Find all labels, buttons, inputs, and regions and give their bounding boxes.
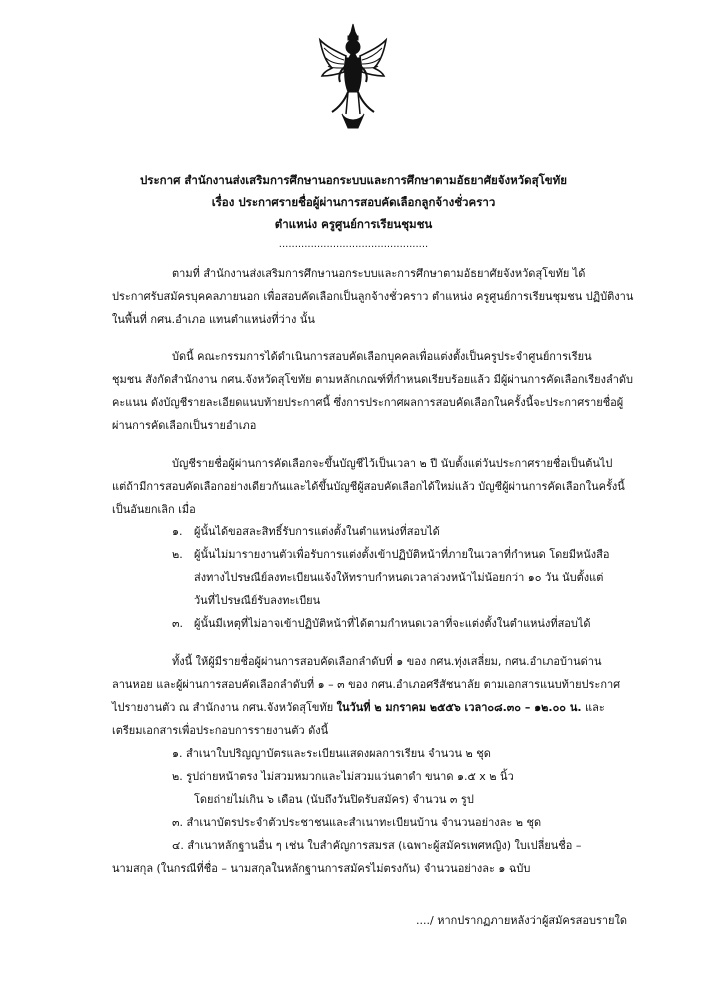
announcement-position: ตำแหน่ง ครูศูนย์การเรียนชุมชน	[274, 217, 433, 231]
continuation-note: ..../ หากปรากฏภายหลังว่าผู้สมัครสอบรายใด	[416, 914, 628, 927]
para2-line: ผ่านการคัดเลือกเป็นรายอำเภอ	[112, 419, 257, 432]
document-item: ๓. สำเนาบัตรประจำตัวประชาชนและสำเนาทะเบียนบ้าน จำนวนอย่างละ ๒ ชุด	[172, 816, 542, 829]
para4-line: เตรียมเอกสารเพื่อประกอบการรายงานตัว ดังนี้	[112, 724, 329, 737]
announcement-subject: เรื่อง ประกาศรายชื่อผู้ผ่านการสอบคัดเลือกลูกจ้างชั่วคราว	[211, 195, 496, 209]
para2-line: คะแนน ดังบัญชีรายละเอียดแนบท้ายประกาศนี้ ซึ่งการประกาศผลการสอบคัดเลือกในครั้งนี้จะประกาศรายชื่อผู้	[112, 396, 624, 409]
para2-line: บัดนี้ คณะกรรมการได้ดำเนินการสอบคัดเลือกบุคคลเพื่อแต่งตั้งเป็นครูประจำศูนย์การเรียน	[172, 350, 592, 363]
header-separator: ...............................................	[278, 239, 429, 250]
garuda-emblem-icon	[318, 22, 388, 130]
condition-text: ผู้นั้นได้ขอสละสิทธิ์รับการแต่งตั้งในตำแหน่งที่สอบได้	[194, 525, 440, 538]
para3-line: เป็นอันยกเลิก เมื่อ	[112, 503, 196, 516]
document-item: ๑. สำเนาใบปริญญาบัตรและระเบียนแสดงผลการเรียน จำนวน ๒ ชุด	[172, 747, 491, 760]
condition-text: ผู้นั้นไม่มารายงานตัวเพื่อรับการแต่งตั้งเข้าปฏิบัติหน้าที่ภายในเวลาที่กำหนด โดยมีหนังสือ	[194, 548, 610, 561]
document-item: ๒. รูปถ่ายหน้าตรง ไม่สวมหมวกและไม่สวมแว่นตาดำ ขนาด ๑.๕ x ๒ นิ้ว	[172, 770, 514, 783]
para1-line: ในพื้นที่ กศน.อำเภอ แทนตำแหน่งที่ว่าง นั้น	[112, 313, 315, 326]
document-item: โดยถ่ายไม่เกิน ๖ เดือน (นับถึงวันปิดรับสมัคร) จำนวน ๓ รูป	[194, 793, 474, 806]
para3-line: บัญชีรายชื่อผู้ผ่านการคัดเลือกจะขึ้นบัญชีไว้เป็นเวลา ๒ ปี นับตั้งแต่วันประกาศรายชื่อเป็นต้นไป	[172, 457, 613, 470]
document-item: ๔. สำเนาหลักฐานอื่น ๆ เช่น ใบสำคัญการสมรส (เฉพาะผู้สมัครเพศหญิง) ใบเปลี่ยนชื่อ –	[172, 839, 582, 852]
para4-line	[112, 701, 605, 715]
para4-text: ไปรายงานตัว ณ สำนักงาน กศน.จังหวัดสุโขทัย	[112, 701, 337, 714]
condition-number: ๒.	[172, 548, 183, 561]
condition-text: วันที่ไปรษณีย์รับลงทะเบียน	[194, 594, 321, 607]
para2-line: ชุมชน สังกัดสำนักงาน กศน.จังหวัดสุโขทัย ตามหลักเกณฑ์ที่กำหนดเรียบร้อยแล้ว มีผู้ผ่านการคัดเลือกเรียงลำดับ	[112, 373, 634, 386]
condition-number: ๑.	[172, 525, 183, 538]
announcement-title: ประกาศ สำนักงานส่งเสริมการศึกษานอกระบบและการศึกษาตามอัธยาศัยจังหวัดสุโขทัย	[140, 173, 567, 187]
para1-line: ตามที่ สำนักงานส่งเสริมการศึกษานอกระบบและการศึกษาตามอัธยาศัยจังหวัดสุโขทัย ได้	[172, 267, 586, 280]
para1-line: ประกาศรับสมัครบุคคลภายนอก เพื่อสอบคัดเลือกเป็นลูกจ้างชั่วคราว ตำแหน่ง ครูศูนย์การเรียนชุมชน ปฏิบัติงาน	[112, 290, 634, 303]
para4-line: ลานหอย และผู้ผ่านการสอบคัดเลือกลำดับที่ ๑ – ๓ ของ กศน.อำเภอศรีสัชนาลัย ตามเอกสารแนบท้ายประกาศ	[112, 678, 621, 691]
para4-line: ทั้งนี้ ให้ผู้มีรายชื่อผู้ผ่านการสอบคัดเลือกลำดับที่ ๑ ของ กศน.ทุ่งเสลี่ยม, กศน.อำเภอบ้านด่าน	[172, 655, 602, 668]
para3-line: แต่ถ้ามีการสอบคัดเลือกอย่างเดียวกันและได้ขึ้นบัญชีผู้สอบคัดเลือกได้ใหม่แล้ว บัญชีผู้ผ่านการคัดเลือกในครั้งนี้	[112, 480, 625, 493]
condition-text: ผู้นั้นมีเหตุที่ไม่อาจเข้าปฏิบัติหน้าที่ได้ตามกำหนดเวลาที่จะแต่งตั้งในตำแหน่งที่สอบได้	[194, 617, 591, 630]
condition-text: ส่งทางไปรษณีย์ลงทะเบียนแจ้งให้ทราบกำหนดเวลาล่วงหน้าไม่น้อยกว่า ๑๐ วัน นับตั้งแต่	[194, 571, 604, 584]
report-date: ในวันที่ ๒ มกราคม ๒๕๕๖ เวลา๐๘.๓๐ – ๑๒.๐๐ น.	[336, 701, 582, 714]
condition-number: ๓.	[172, 617, 184, 630]
para4-text: และ	[581, 701, 605, 714]
document-item: นามสกุล (ในกรณีที่ชื่อ – นามสกุลในหลักฐานการสมัครไม่ตรงกัน) จำนวนอย่างละ ๑ ฉบับ	[112, 862, 531, 875]
